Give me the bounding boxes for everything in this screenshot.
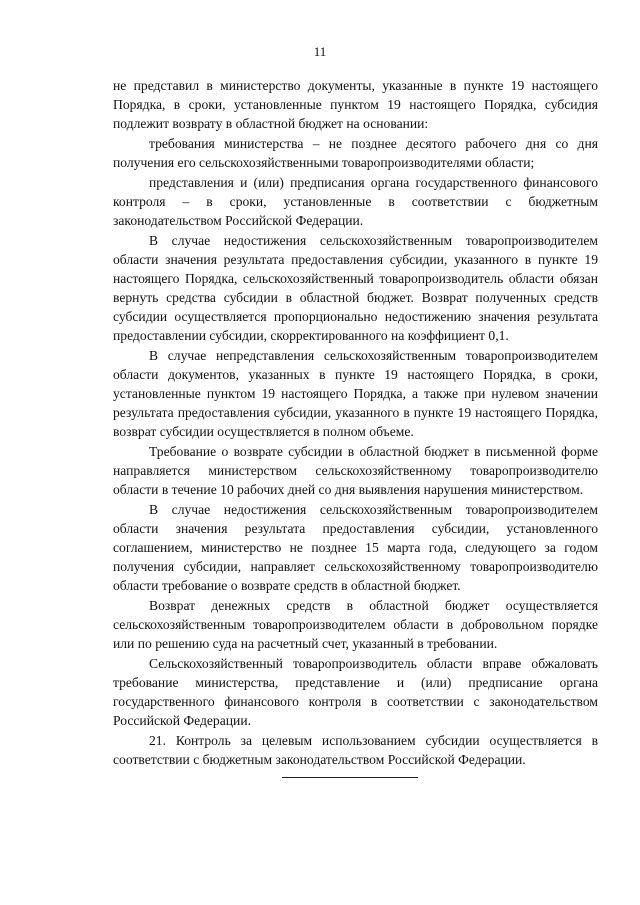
- paragraph: Возврат денежных средств в областной бюджет осуществляется сельскохозяйственным товаропроизводителем области в добровольном порядке или по решению суда на расчетный счет, указанный в требовании.: [113, 598, 598, 651]
- paragraph: требования министерства – не позднее десятого рабочего дня со дня получения его сельскохозяйственными товаропроизводителями области;: [113, 136, 598, 170]
- paragraph: не представил в министерство документы, указанные в пункте 19 настоящего Порядка, в сроки, установленные пунктом 19 настоящего Порядка, субсидия подлежит возврату в областной бюджет на основании:: [113, 78, 598, 131]
- end-divider: [282, 777, 418, 778]
- paragraph: представления и (или) предписания органа государственного финансового контроля – в сроки, установленные в соответствии с бюджетным законодательством Российской Федерации.: [113, 175, 598, 228]
- paragraph: В случае непредставления сельскохозяйственным товаропроизводителем области документов, указанных в пункте 19 настоящего Порядка, в сроки, установленные пунктом 19 настоящего Порядка, а также при нулевом значении результата предоставления субсидии, указанного в пункте 19 настоящего Порядка, возврат субсидии осуществляется в полном объеме.: [113, 348, 598, 439]
- paragraph: В случае недостижения сельскохозяйственным товаропроизводителем области значения результата предоставления субсидии, указанного в пункте 19 настоящего Порядка, сельскохозяйственный товаропроизводитель области обязан вернуть средства субсидии в областной бюджет. Возврат полученных средств субсидии осуществляется пропорционально недостижению значения результата предоставлении субсидии, скорректированного на коэффициент 0,1.: [113, 233, 598, 343]
- page-number: 11: [313, 44, 327, 59]
- paragraph: Сельскохозяйственный товаропроизводитель области вправе обжаловать требование министерства, представление и (или) предписание органа государственного финансового контроля в соответствии с законодательством Российской Федерации.: [113, 656, 598, 728]
- paragraph: В случае недостижения сельскохозяйственным товаропроизводителем области значения результата предоставления субсидии, установленного соглашением, министерство не позднее 15 марта года, следующего за годом получения субсидии, направляет сельскохозяйственному товаропроизводителю области требование о возврате средств в областной бюджет.: [113, 502, 598, 593]
- body-text: [113, 76, 598, 770]
- paragraph: Требование о возврате субсидии в областной бюджет в письменной форме направляется министерством сельскохозяйственному товаропроизводителю области в течение 10 рабочих дней со дня выявления нарушения министерством.: [113, 444, 598, 497]
- paragraph: 21. Контроль за целевым использованием субсидии осуществляется в соответствии с бюджетным законодательством Российской Федерации.: [113, 733, 598, 767]
